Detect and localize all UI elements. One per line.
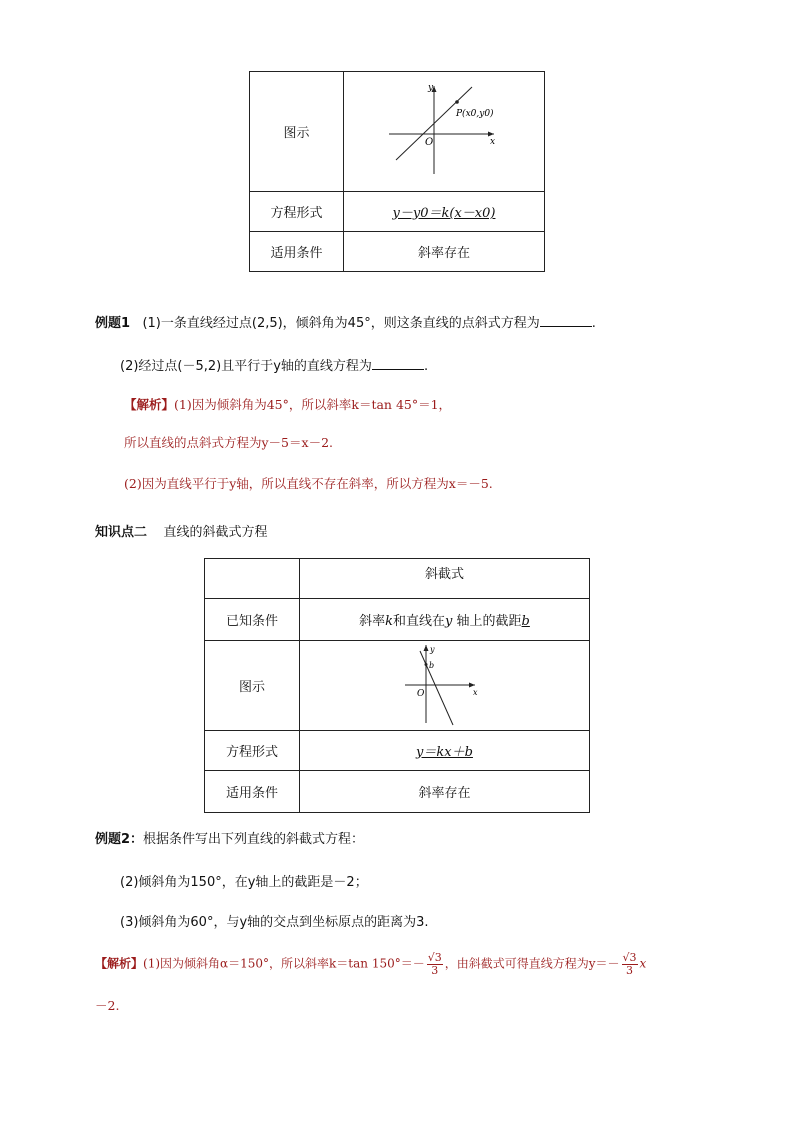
table2-diagram-cell — [300, 641, 590, 731]
sqrt3-over-3-fraction — [622, 952, 638, 976]
answer-blank — [540, 314, 592, 327]
solution-tag: 【解析】 — [95, 956, 144, 971]
example1-q1-line: 例题1 (1)一条直线经过点(2,5)，倾斜角为45°，则这条直线的点斜式方程为 . — [95, 316, 596, 331]
example1-q2-line: (2)经过点(－5,2)且平行于y轴的直线方程为 . — [120, 359, 429, 374]
origin-label: O — [416, 688, 424, 699]
example2-intro-line — [95, 828, 364, 847]
table1-label-form: 方程形式 — [250, 192, 344, 232]
slope-intercept-graph — [385, 643, 505, 729]
example2-solution-line1 — [95, 952, 646, 976]
origin-label: O — [425, 136, 434, 148]
table2-label-condition: 适用条件 — [205, 771, 300, 813]
example2-label: 例题2： — [95, 832, 144, 847]
axis-y-label: y — [429, 644, 435, 654]
axis-x-label: x — [472, 687, 478, 697]
table1-condition: 斜率存在 — [344, 232, 545, 272]
intercept-b-label: b — [428, 660, 434, 670]
example1-q2: (2)经过点(－5,2)且平行于y轴的直线方程为 — [120, 359, 372, 374]
table2-header: 斜截式 — [300, 559, 590, 599]
table1-label-condition: 适用条件 — [250, 232, 344, 272]
point-p-label: P(x0,y0) — [456, 108, 494, 119]
solution-text-c: x — [639, 956, 647, 971]
example1-q1: (1)一条直线经过点(2,5)，倾斜角为45°，则这条直线的点斜式方程为 — [142, 316, 540, 331]
table2-equation: y＝kx＋b — [300, 731, 590, 771]
point-slope-graph — [344, 82, 544, 182]
example1-solution-3: (2)因为直线平行于y轴，所以直线不存在斜率，所以方程为x＝－5. — [124, 476, 493, 491]
fraction-numerator: √3 — [622, 951, 637, 964]
fraction-denominator: 3 — [626, 963, 634, 977]
solution-text: (1)因为倾斜角为45°，所以斜率k＝tan 45°＝1， — [174, 397, 452, 412]
section2-heading — [95, 521, 268, 540]
example2-solution-line2: －2. — [95, 998, 120, 1013]
slope-intercept-table — [204, 558, 590, 813]
table2-label-form: 方程形式 — [205, 731, 300, 771]
table1-label-diagram: 图示 — [250, 72, 344, 192]
table2-condition: 斜率存在 — [300, 771, 590, 813]
table2-known-conditions: 斜率k和直线在y 轴上的截距b — [300, 599, 590, 641]
axis-x-label: x — [490, 136, 496, 147]
fraction-numerator: √3 — [427, 951, 442, 964]
solution-text-b: ，由斜截式可得直线方程为y＝－ — [444, 956, 620, 971]
axis-y-label: y — [428, 82, 434, 93]
example2-q2: (2)倾斜角为150°，在y轴上的截距是－2； — [120, 875, 368, 890]
solution-text-a: (1)因为倾斜角α＝150°，所以斜率k＝tan 150°＝－ — [143, 956, 425, 971]
example2-intro: 根据条件写出下列直线的斜截式方程： — [143, 832, 365, 847]
solution-tag: 【解析】 — [124, 397, 175, 412]
example1-solution-2: 所以直线的点斜式方程为y－5＝x－2. — [124, 435, 333, 450]
sqrt3-over-3-fraction — [427, 952, 443, 976]
point-slope-table — [249, 71, 545, 272]
table1-diagram-cell — [344, 72, 545, 192]
example1-solution-1 — [124, 395, 451, 413]
table2-label-known: 已知条件 — [205, 599, 300, 641]
example1-label: 例题1 — [95, 316, 131, 331]
answer-blank — [372, 357, 424, 370]
section2-label: 知识点二 — [95, 525, 148, 540]
fraction-denominator: 3 — [431, 963, 439, 977]
example2-q3: (3)倾斜角为60°，与y轴的交点到坐标原点的距离为3. — [120, 915, 429, 930]
section2-title: 直线的斜截式方程 — [163, 525, 268, 540]
table1-equation: y－y0＝k(x－x0) — [344, 192, 545, 232]
table2-corner — [205, 559, 300, 599]
table2-label-diagram: 图示 — [205, 641, 300, 731]
